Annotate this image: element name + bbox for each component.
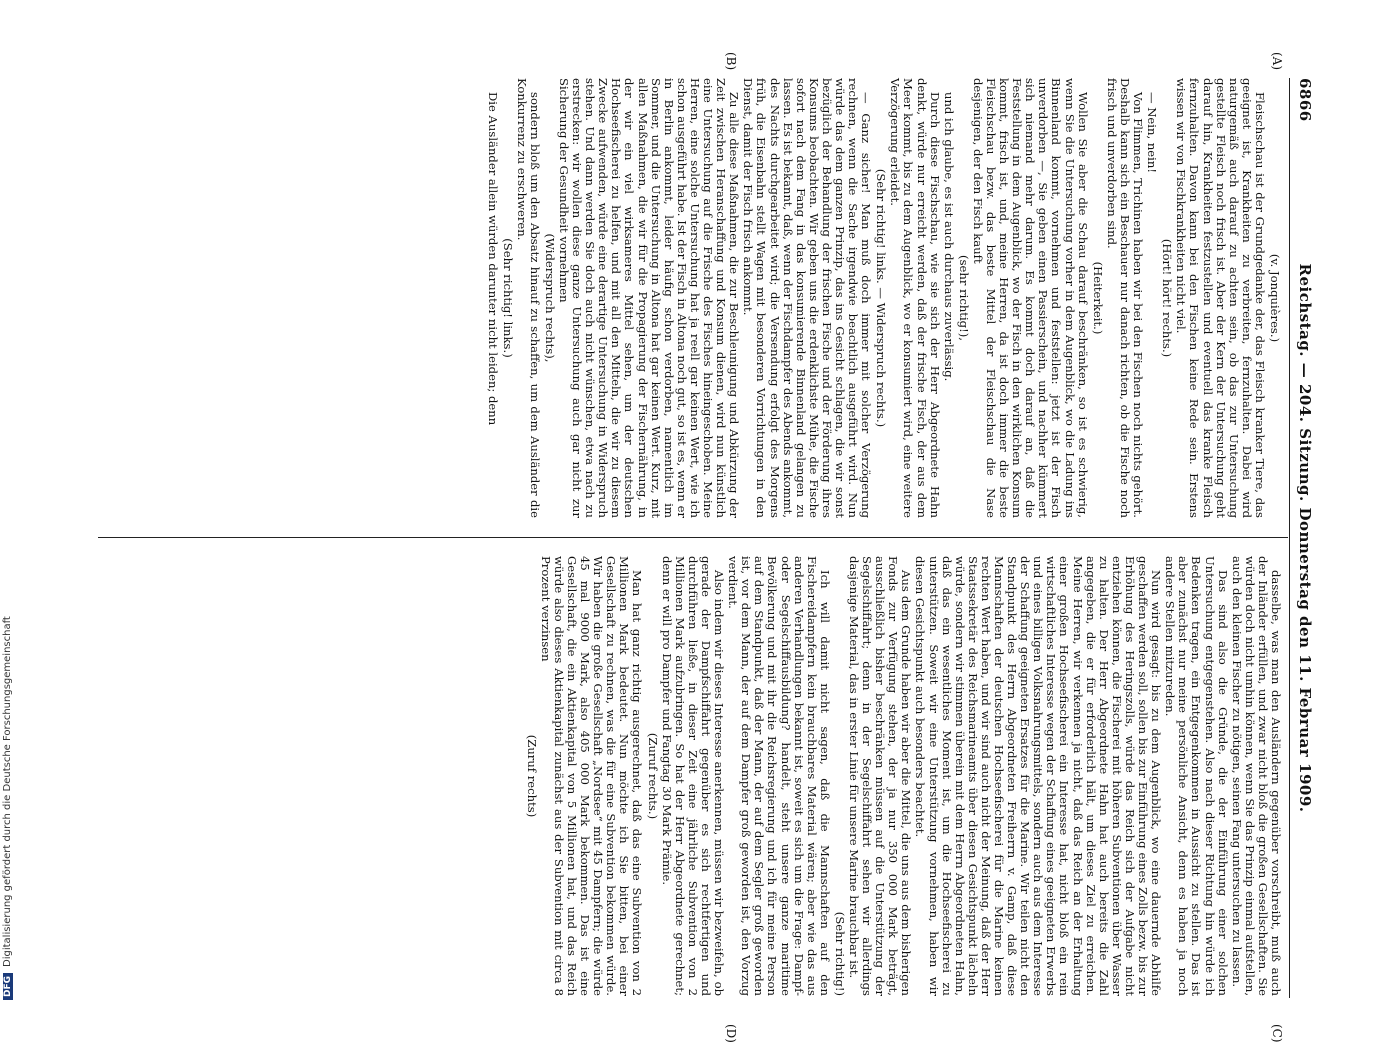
paragraph: Zu alle diese Maßnahmen, die zur Beschleunigung und Abkürzung der Zeit zwischen Heranschaffung und Konsum dienen, wird nun künstlich eine Untersuchung auf die Frische des Fisches hineingeschoben. Meine Herren, eine solche Untersuchung hat ja reell gar keinen Wert, wie ich schon ausgeführt habe. Ist der Fisch in Altona noch gut, so ist es, wenn er in Berlin ankommt, leider häufig schon verdorben, namentlich im Sommer, und die Untersuchung in Altona hat gar keinen Wert. Kurz, mit allen Maßnahmen, die wir für die Propagierung der Fischernährung, in der wir ein viel wirksameres Mittel sehen, um der deutschen Hochseefischerei zu helfen, und mit all den Mitteln, die wir zu diesem Zwecke aufwenden, würde eine derartige Untersuchung in Widerspruch stehen. Und dann werden Sie doch auch nicht wünschen, etwa nach zu erstrecken: wir wollen diese ganze Untersuchung auch gar nicht zur Sicherung der Gesundheit vornehmen	[557, 78, 742, 518]
paragraph: — Nein, nein!	[1145, 92, 1160, 173]
header-rule	[1289, 78, 1290, 998]
paragraph: Fleischschau ist der Grundgedanke der, das Fleisch kranker Tiere, das geeignet ist, Krankheiten zu verbreiten, fernzuhalten. Dabei wird naturgemäß auch darauf zu achten sein, ob das zur Untersuchung gestellte Fleisch noch frisch ist. Aber der Kern der Untersuchung geht darauf hin, Krankheiten festzustellen und eventuell das kranke Fleisch fernzuhalten. Davon kann bei den Fischen keine Rede sein. Erstens wissen wir von Fischkrankheiten nicht viel.	[1174, 78, 1267, 518]
dfg-logo: DFG	[3, 973, 13, 1000]
column-divider	[98, 537, 1288, 538]
interjection: (Sehr richtig!)	[832, 911, 847, 996]
paragraph: — Ganz sicher! Man muß doch immer mit solcher Verzögerung rechnen, wenn die Sache irgendwie beachtlich ausgeführt wird. Nun würde das dem ganzen Prinzip, das ins Gesicht schlagen, die wir sonst bezüglich der Behandlung der frischen Fische und der Förderung ihres Konsums beobachten. Wir geben uns die erdenklichste Mühe, die Fische sofort nach dem Fang in das konsumierende Binnenland gelangen zu lassen. Es ist bekannt, daß, wenn der Fischdampfer des Abends ankommt, des Nachts durchgearbeitet wird; die Versendung erfolgt des Morgens früh, die Eisenbahn stellt Wagen mit besonderen Vorrichtungen in den Dienst, damit der Fisch frisch ankommt.	[741, 78, 874, 518]
page-number: 6866	[1296, 78, 1314, 122]
page-title: Reichstag. — 204. Sitzung. Donnerstag den 11. Februar 1909.	[1296, 263, 1314, 813]
paragraph: Man hat ganz richtig ausgerechnet, daß das eine Subvention von 2 Millionen Mark bedeutet. Nun möchte ich Sie bitten, bei einer Gesellschaft zu rechnen, was die für eine Subvention bekommen würde. Wir haben die große Gesellschaft „Nordsee“ mit 45 Dampfern; die würde 45 mal 9000 Mark, also 405 000 Mark bekommen. Das ist eine Gesellschaft, die ein Aktienkapital von 5 Millionen hat, und das Reich würde also dieses Aktienkapital zunächst aus der Subvention mit circa 8 Prozent verzinsen	[538, 556, 645, 996]
interjection: (Hört! hört! rechts.)	[1160, 238, 1175, 358]
paragraph: Also indem wir dieses Interesse anerkennen, müssen wir bezweifeln, ob gerade der Dampfschiffahrt gegenüber es sich rechtfertigen und durchführen ließe, in dieser Zeit eine jährliche Subvention von 2 Millionen Mark aufzubringen. So hat der Herr Abgeordnete gerechnet; denn er will pro Dampfer und Fangtag 30 Mark Prämie.	[659, 556, 727, 996]
page-header	[1288, 78, 1318, 998]
margin-mark-a: (A)	[1270, 52, 1284, 71]
paragraph: Das sind also die Gründe, die der Einführung einer solchen Untersuchung entgegenstehen. Also nach dieser Richtung hin würde ich Bedenken tragen, ein Entgegenkommen in Aussicht zu stellen. Das ist aber zunächst nur meine persönliche Ansicht, denn es haben ja noch andere Stellen mitzureden.	[1163, 556, 1230, 996]
paragraph: dasselbe, was man den Ausländern gegenüber vorschreibt, muß auch der Inländer erfüllen, und zwar nicht bloß die großen Gesellschaften. Sie würden doch nicht umhin können, wenn Sie das Prinzip einmal aufstellen, auch den kleinen Fischer zu nötigen, seinen Fang untersuchen zu lassen.	[1229, 556, 1283, 996]
rotated-page	[88, 52, 1318, 1043]
paragraph: Von Flimmen, Trichinen haben wir bei den Fischen noch nichts gehört. Deshalb kann sich ein Beschauer nur danach richten, ob die Fische noch frisch und unverdorben sind.	[1104, 78, 1146, 518]
interjection: (Heiterkeit.)	[1090, 261, 1105, 335]
margin-mark-c: (C)	[1270, 1024, 1284, 1043]
paragraph: Durch diese Fischschau, wie sie sich der Herr Abgeordnete Hahn denkt, würde nur erreicht werden, daß der frische Fisch, der aus dem Meer kommt, bis zu dem Augenblick, wo er konsumiert wird, eine weitere Verzögerung erleidet.	[888, 78, 942, 518]
credit-text: Digitalisierung gefördert durch die Deutsche Forschungsgemeinschaft	[2, 616, 13, 967]
interjection: (Widerspruch rechts),	[542, 233, 557, 363]
paragraph: sondern bloß um den Absatz hinauf zu schaffen, um dem Ausländer die Konkurrenz zu erschweren.	[514, 78, 542, 518]
interjection: (Sehr richtig! links.)	[500, 238, 515, 358]
left-text-column	[484, 78, 1282, 518]
interjection: (sehr richtig!),	[956, 255, 971, 341]
paragraph: und ich glaube, es ist auch durchaus zuverlässig.	[941, 92, 956, 382]
margin-mark-d: (D)	[724, 1024, 738, 1043]
paragraph: Ich will damit nicht sagen, daß die Mannschaften auf den Fischereidampfern kein brauchbares Material wären; aber wie das aus anderen Verhandlungen bekannt ist, soweit es sich um die Frage: Dampf- oder Segelschiffausbildung? handelt, steht unsere ganze maritime Bevölkerung und mit ihr die Reichsregierung und ich für meine Person auf dem Standpunkt, daß der Mann, der auf dem Segler groß geworden ist, vor dem Mann, der auf dem Dampfer groß geworden ist, den Vorzug verdient.	[726, 556, 832, 996]
paragraph: (v. Jonquières.)	[1268, 253, 1282, 343]
interjection: (Zuruf rechts.)	[645, 732, 660, 820]
margin-mark-b: (B)	[724, 52, 738, 71]
paragraph: Die Ausländer allein würden darunter nicht leiden; denn	[485, 92, 500, 426]
interjection: (Sehr richtig! links. — Widerspruch rechts.)	[874, 168, 889, 428]
right-text-column	[523, 556, 1282, 996]
paragraph: Wollen Sie aber die Schau darauf beschränken, so ist es schwierig, wenn Sie die Untersuchung vorher in dem Augenblick, wo die Ladung ins Binnenland kommt, vornehmen und feststellen: jetzt ist der Fisch unverdorben —, Sie geben einen Passierschein, und nachher kümmert sich niemand mehr darum. Es kommt doch darauf an, daß die Feststellung in dem Augenblick, wo der Fisch in den wirklichen Konsum kommt, frisch ist, und, meine Herren, da ist doch immer die beste Fleischschau bezw. das beste Mittel der Fleischschau die Nase desjenigen, der den Fisch kauft	[970, 78, 1090, 518]
paragraph: Nun wird gesagt: bis zu dem Augenblick, wo eine dauernde Abhilfe geschaffen werden soll, sollen bis zur Einführung eines Zolls bezw. bis zur Erhöhung des Heringszolls, würde das Reich sich der Aufgabe nicht entziehen können, die Fischerei mit höheren Subventionen über Wasser zu halten. Der Herr Abgeordnete Hahn hat auch bereits die Zahl angegeben, die er für erforderlich hält, um dieses Ziel zu erreichen. Meine Herren, wir verkennen ja nicht, daß das Reich an der Erhaltung einer großen Hochseefischerei ein Interesse hat, nicht bloß ein rein wirtschaftliches Interesse wegen der Schaffung eines geeigneten Erwerbs und eines billigen Volksnahrungsmittels, sondern auch aus dem Interesse der Schaffung geeigneten Ersatzes für die Marine. Wir teilen nicht den Standpunkt des Herrn Abgeordneten Freiherrn v. Gamp, daß diese Mannschaften der deutschen Hochseefischerei für die Marine keinen rechten Wert haben, und wir sind auch nicht der Meinung, daß der Herr Staatssekretär des Reichsmarineamts über diesen Gesichtspunkt lächeln würde, sondern wir stimmen überein mit dem Herrn Abgeordneten Hahn, daß das ein wesentliches Moment ist, um die Hochseefischerei zu unterstützen. Soweit wir eine Unterstützung vornehmen, haben wir diesen Gesichtspunkt auch besonders beachtet.	[913, 556, 1164, 996]
interjection: (Zuruf rechts)	[524, 734, 539, 818]
digitization-credit	[2, 10, 16, 1000]
paragraph: Aus dem Grunde haben wir aber die Mittel, die uns aus dem bisherigen Fonds zur Verfügung stehen, der ja nur 350 000 Mark beträgt, ausschließlich bisher beschränken müssen auf die Unterstützung der Segelschiffahrt; denn in der Segelschiffahrt sehen wir allerdings dasjenige Material, das in erster Linie für unsere Marine brauchbar ist.	[847, 556, 914, 996]
